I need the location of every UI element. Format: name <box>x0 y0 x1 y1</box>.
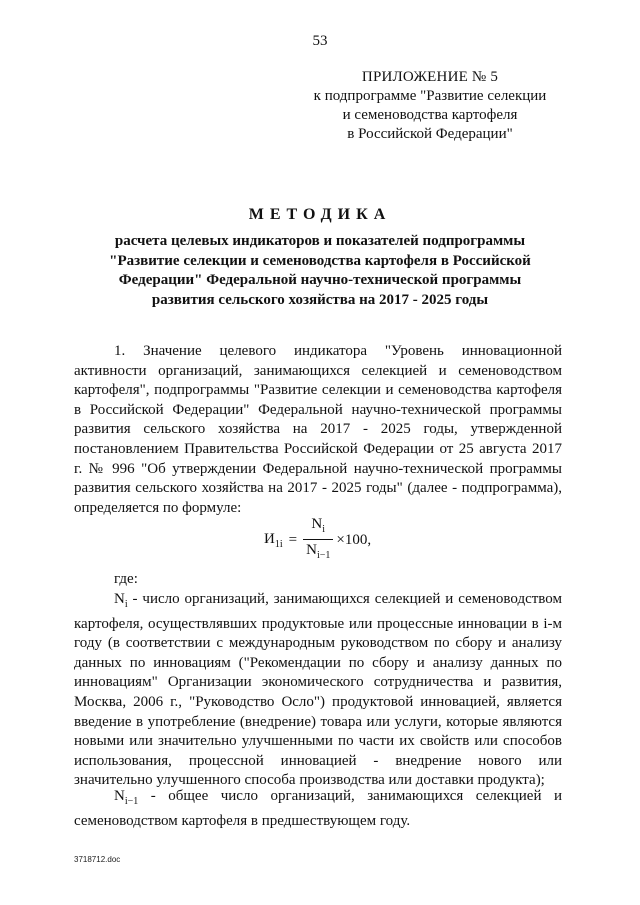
formula-equals: = <box>288 531 298 548</box>
formula-numerator-symbol: N <box>311 516 323 532</box>
appendix-line: в Российской Федерации" <box>347 126 513 142</box>
formula <box>264 518 371 562</box>
document-file-code: 3718712.doc <box>74 855 121 864</box>
formula-denominator-symbol: N <box>306 542 317 558</box>
definition-ni-1-symbol <box>114 788 139 807</box>
appendix-line: к подпрограмме "Развитие селекции <box>313 88 547 104</box>
document-heading: МЕТОДИКА <box>248 206 392 223</box>
definition-ni-1-subscript: i−1 <box>124 796 139 807</box>
formula-numerator-subscript: i <box>322 524 326 535</box>
definition-ni <box>74 590 562 791</box>
formula-denominator <box>303 539 333 565</box>
definition-ni-symbol <box>114 591 128 610</box>
formula-lhs-symbol: И <box>264 530 275 547</box>
document-subtitle: расчета целевых индикаторов и показателей подпрограммы "Развитие селекции и семеноводства картофеля в Российской Федерации" Федеральной научно-технической программы развития сельского хозяйства на 2017 - 2025 годы <box>109 233 531 308</box>
formula-numerator <box>308 515 328 539</box>
formula-fraction <box>303 515 333 565</box>
appendix-line: и семеноводства картофеля <box>342 107 518 123</box>
definition-ni-1 <box>74 787 562 831</box>
definition-ni-1-text: - общее число организаций, занимающихся селекцией и семеноводством картофеля в предшествующем году. <box>74 788 562 829</box>
formula-lhs <box>264 531 283 550</box>
definition-ni-text: - число организаций, занимающихся селекцией и семеноводством картофеля, осуществлявших продуктовые или процессные инновации в i-м году (в соответствии с международным руководством по сбору и анализу данных по инновациям ("Рекомендации по сбору и анализу данных по инновациям" Организации экономического сотрудничества и развития, Москва, 2006 г., "Руководство Осло") продуктовой инновацией, является введение в употребление (внедрение) товара или услуги, которые являются новыми или значительно улучшенными по части их свойств или способов использования, процессной инновацией - внедрение нового или значительно улучшенного способа производства или доставки продукта); <box>74 591 562 789</box>
formula-denominator-subscript: i−1 <box>316 550 331 561</box>
definition-ni-subscript: i <box>124 599 128 610</box>
appendix-block <box>290 68 570 144</box>
appendix-title: ПРИЛОЖЕНИЕ № 5 <box>361 69 499 85</box>
page-number: 53 <box>312 33 328 49</box>
formula-multiplier: ×100, <box>336 531 372 548</box>
definition-ni-letter: N <box>114 591 125 607</box>
paragraph-1: 1. Значение целевого индикатора "Уровень инновационной активности организаций, занимающихся селекцией и семеноводством картофеля", подпрограммы "Развитие селекции и семеноводства картофеля в Российской Федерации" Федеральной научно-технической программы развития сельского хозяйства на 2017 - 2025 годы, утвержденной постановлением Правительства Российской Федерации от 25 августа 2017 г. № 996 "Об утверждении Федеральной научно-технической программы развития сельского хозяйства на 2017 - 2025 годы" (далее - подпрограмма), определяется по формуле: <box>74 343 562 516</box>
definition-ni-1-letter: N <box>114 788 125 804</box>
formula-lhs-subscript: 1i <box>274 538 283 550</box>
where-label: где: <box>114 571 138 587</box>
